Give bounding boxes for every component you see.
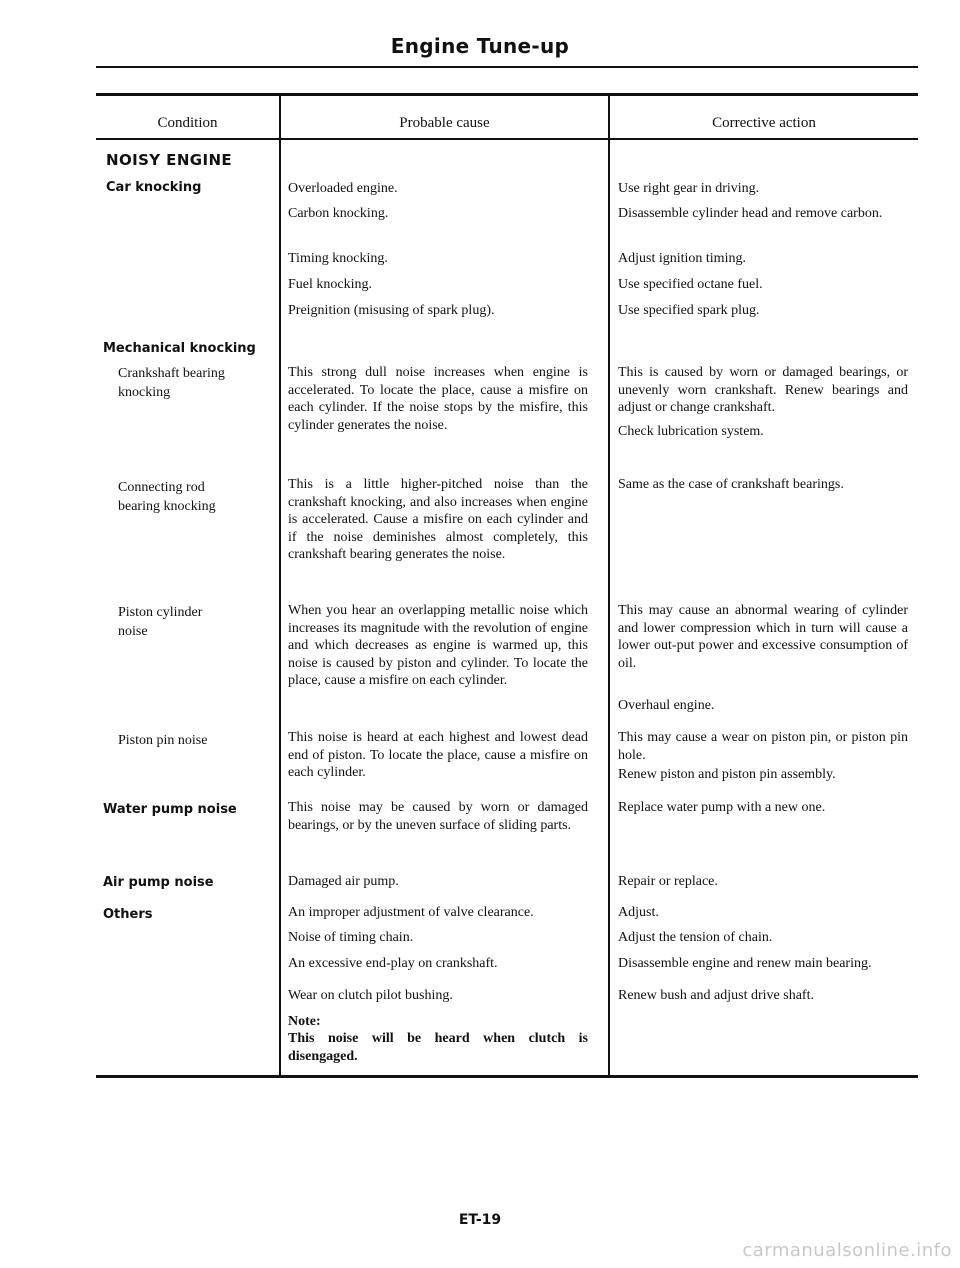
action-replace-water-pump: Replace water pump with a new one. bbox=[618, 800, 826, 815]
title-rule bbox=[96, 66, 918, 68]
action-renew-bush: Renew bush and adjust drive shaft. bbox=[618, 988, 814, 1003]
cause-valve-clearance: An improper adjustment of valve clearance. bbox=[288, 905, 534, 920]
action-right-gear: Use right gear in driving. bbox=[618, 181, 760, 196]
action-spark-plug: Use specified spark plug. bbox=[618, 303, 760, 318]
note-text: This noise will be heard when clutch is disengaged. bbox=[288, 1031, 588, 1064]
action-renew-piston: Renew piston and piston pin assembly. bbox=[618, 767, 836, 782]
action-repair-or-replace: Repair or replace. bbox=[618, 874, 718, 889]
action-octane-fuel: Use specified octane fuel. bbox=[618, 277, 763, 292]
cause-crankshaft-knocking: This strong dull noise increases when engine is accelerated. To locate the place, cause a misfire on each cylinder. If the noise stops by the misfire, this cylinder generates the noise. bbox=[288, 365, 588, 433]
cause-preignition: Preignition (misusing of spark plug). bbox=[288, 303, 495, 318]
action-adjust-ignition: Adjust ignition timing. bbox=[618, 251, 746, 266]
condition-noisy-engine: NOISY ENGINE bbox=[106, 151, 233, 169]
condition-piston-cylinder: Piston cylinder noise bbox=[118, 605, 203, 639]
action-chain-tension: Adjust the tension of chain. bbox=[618, 930, 773, 945]
table-top-rule bbox=[96, 93, 918, 96]
cause-water-pump-noise: This noise may be caused by worn or damaged bearings, or by the uneven surface of sliding parts. bbox=[288, 800, 588, 833]
cause-connecting-rod-knocking: This is a little higher-pitched noise than the crankshaft knocking, and also increases when engine is accelerated. Cause a misfire on each cylinder and if the noise deminishes almost completely, this crankshaft bearing generates the noise. bbox=[288, 477, 588, 562]
cause-overloaded-engine: Overloaded engine. bbox=[288, 181, 398, 196]
condition-water-pump: Water pump noise bbox=[103, 802, 237, 817]
cause-carbon-knocking: Carbon knocking. bbox=[288, 206, 389, 221]
column-divider-2 bbox=[608, 93, 610, 1077]
watermark: carmanualsonline.info bbox=[742, 1240, 952, 1261]
condition-others: Others bbox=[103, 907, 153, 922]
cause-piston-pin-noise: This noise is heard at each highest and lowest dead end of piston. To locate the place, cause a misfire on each cylinder. bbox=[288, 730, 588, 780]
table-bottom-rule bbox=[96, 1075, 918, 1078]
cause-timing-chain: Noise of timing chain. bbox=[288, 930, 414, 945]
cause-clutch-bushing: Wear on clutch pilot bushing. bbox=[288, 988, 453, 1003]
action-crankshaft-bearings: This is caused by worn or damaged bearings, or unevenly worn crankshaft. Renew bearings and adjust or change crankshaft. bbox=[618, 365, 908, 415]
action-overhaul-engine: Overhaul engine. bbox=[618, 698, 715, 713]
page-number: ET-19 bbox=[458, 1212, 502, 1228]
note-label: Note: bbox=[288, 1014, 321, 1029]
condition-air-pump: Air pump noise bbox=[103, 875, 214, 890]
condition-crankshaft-bearing: Crankshaft bearing knocking bbox=[118, 366, 225, 400]
condition-connecting-rod: Connecting rod bearing knocking bbox=[118, 480, 216, 514]
column-header-corrective-action: Corrective action bbox=[712, 115, 816, 131]
header-rule bbox=[96, 138, 918, 140]
condition-car-knocking: Car knocking bbox=[106, 180, 202, 195]
column-divider-1 bbox=[279, 93, 281, 1077]
action-connecting-rod: Same as the case of crankshaft bearings. bbox=[618, 477, 844, 492]
page-title: Engine Tune-up bbox=[390, 34, 570, 58]
action-main-bearing: Disassemble engine and renew main bearing. bbox=[618, 956, 872, 971]
condition-mechanical-knocking: Mechanical knocking bbox=[103, 341, 256, 356]
cause-piston-cylinder-noise: When you hear an overlapping metallic noise which increases its magnitude with the revolution of engine and which decreases as engine is warmed up, this noise is caused by piston and cylinder. To locate the place, cause a misfire on each cylinder. bbox=[288, 603, 588, 688]
action-check-lubrication: Check lubrication system. bbox=[618, 424, 764, 439]
action-adjust: Adjust. bbox=[618, 905, 659, 920]
cause-air-pump: Damaged air pump. bbox=[288, 874, 399, 889]
column-header-condition: Condition bbox=[157, 115, 218, 131]
cause-fuel-knocking: Fuel knocking. bbox=[288, 277, 372, 292]
cause-timing-knocking: Timing knocking. bbox=[288, 251, 388, 266]
action-piston-pin-wear: This may cause a wear on piston pin, or piston pin hole. bbox=[618, 730, 908, 763]
action-disassemble-cylinder-head: Disassemble cylinder head and remove carbon. bbox=[618, 206, 883, 221]
column-header-probable-cause: Probable cause bbox=[399, 115, 490, 131]
action-piston-cylinder: This may cause an abnormal wearing of cylinder and lower compression which in turn will cause a lower out-put power and excessive consumption of oil. bbox=[618, 603, 908, 671]
cause-crankshaft-endplay: An excessive end-play on crankshaft. bbox=[288, 956, 498, 971]
condition-piston-pin: Piston pin noise bbox=[118, 733, 208, 748]
